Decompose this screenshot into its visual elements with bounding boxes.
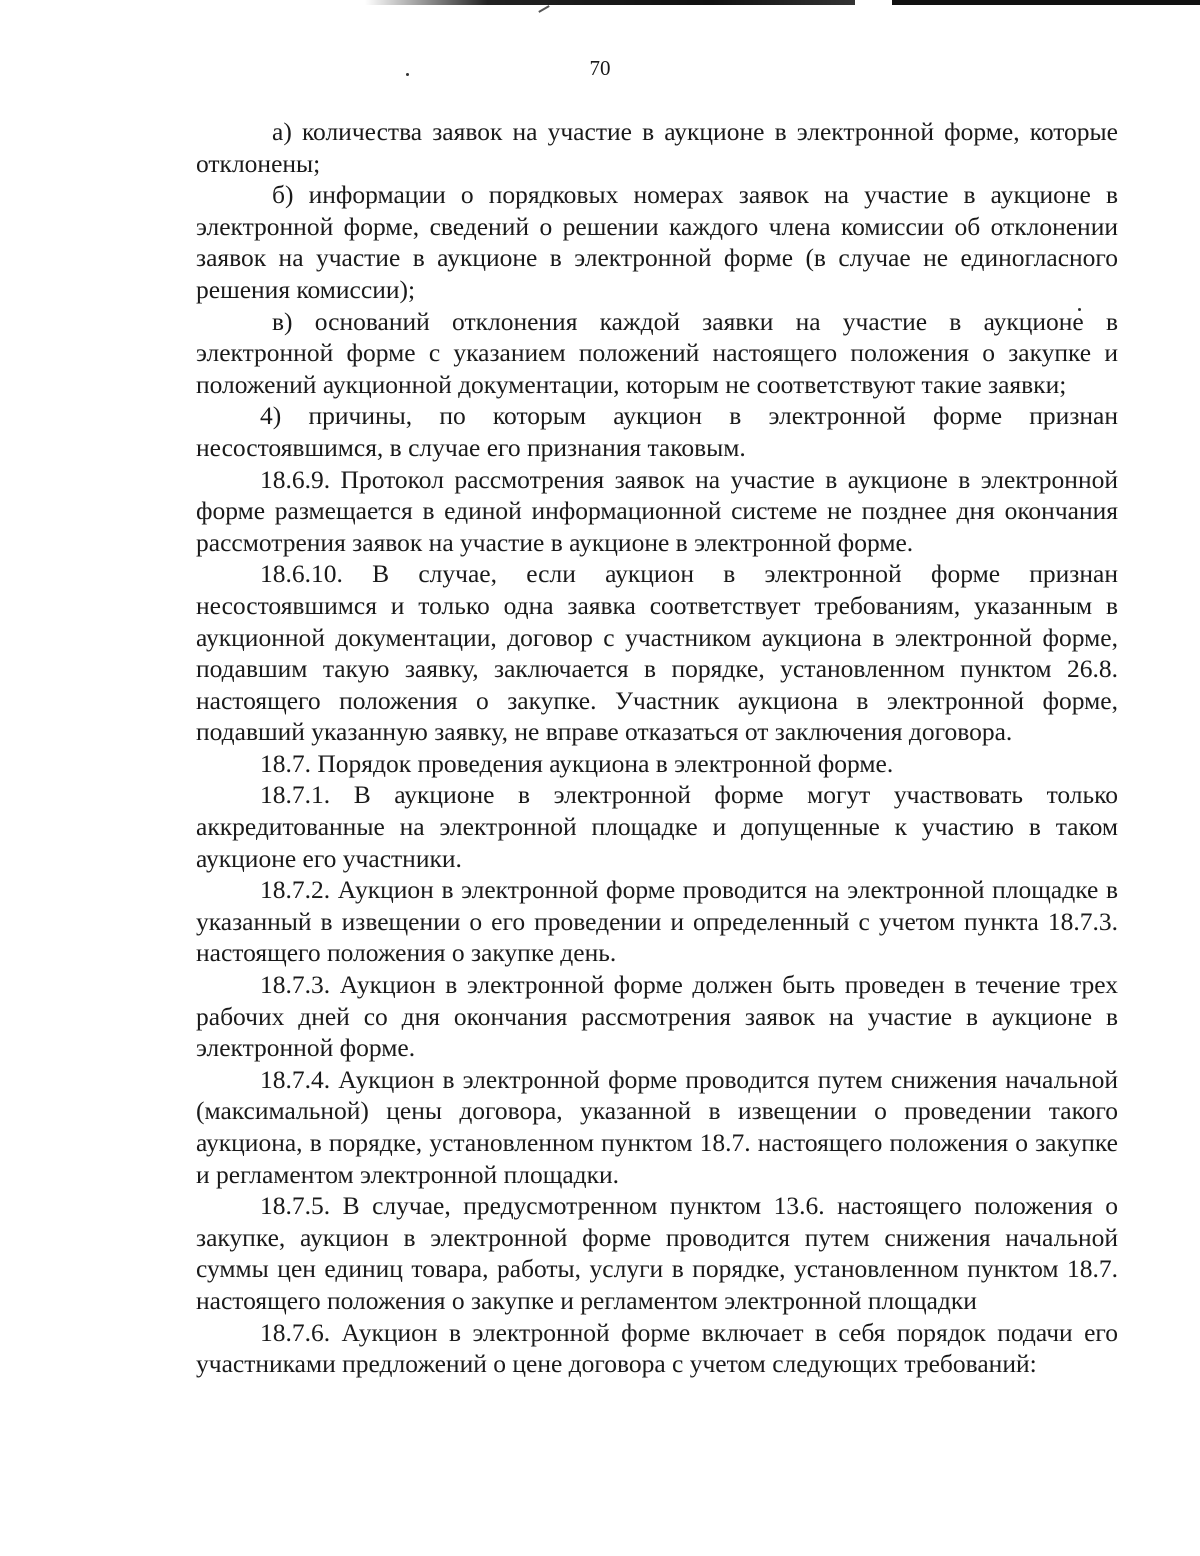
paragraph-18-7-5: 18.7.5. В случае, предусмотренном пунктом 13.6. настоящего положения о закупке, аукцион в электронной форме проводится путем снижения начальной суммы цен единиц товара, работы, услуги в порядке, установленном пунктом 18.7. настоящего положения о закупке и регламентом электронной площадки: [196, 1191, 1118, 1315]
scan-artifact-top: [365, 0, 855, 5]
paragraph-item-4: 4) причины, по которым аукцион в электронной форме признан несостоявшимся, в случае его признания таковым.: [196, 401, 1118, 462]
scan-artifact-top-right: [892, 0, 1200, 5]
paragraph-18-7-2: 18.7.2. Аукцион в электронной форме проводится на электронной площадке в указанный в извещении о его проведении и определенный с учетом пункта 18.7.3. настоящего положения о закупке день.: [196, 875, 1118, 968]
scan-artifact-mark: [538, 5, 549, 13]
paragraph-18-6-9: 18.6.9. Протокол рассмотрения заявок на участие в аукционе в электронной форме размещается в единой информационной системе не позднее дня окончания рассмотрения заявок на участие в аукционе в электронной форме.: [196, 464, 1118, 557]
paragraph-18-7-3: 18.7.3. Аукцион в электронной форме должен быть проведен в течение трех рабочих дней со дня окончания рассмотрения заявок на участие в аукционе в электронной форме.: [196, 970, 1118, 1063]
paragraph-item-b: б) информации о порядковых номерах заявок на участие в аукционе в электронной форме, сведений о решении каждого члена комиссии об отклонении заявок на участие в аукционе в электронной форме (в случае не единогласного решения комиссии);: [196, 180, 1118, 304]
paragraph-18-7-4: 18.7.4. Аукцион в электронной форме проводится путем снижения начальной (максимальной) цены договора, указанной в извещении о проведении такого аукциона, в порядке, установленном пунктом 18.7. настоящего положения о закупке и регламентом электронной площадки.: [196, 1064, 1118, 1189]
paragraph-18-7-1: 18.7.1. В аукционе в электронной форме могут участвовать только аккредитованные на электронной площадке и допущенные к участию в таком аукционе его участники.: [196, 780, 1118, 873]
paragraph-item-v: в) оснований отклонения каждой заявки на участие в аукционе в электронной форме с указанием положений настоящего положения о закупке и положений аукционной документации, которым не соответствуют такие заявки;: [196, 306, 1118, 399]
paragraph-18-7-6: 18.7.6. Аукцион в электронной форме включает в себя порядок подачи его участниками предложений о цене договора с учетом следующих требований:: [196, 1317, 1118, 1379]
section-heading-18-7: 18.7. Порядок проведения аукциона в электронной форме.: [260, 748, 894, 778]
page-number: 70: [589, 56, 611, 80]
paragraph-18-6-10: 18.6.10. В случае, если аукцион в электронной форме признан несостоявшимся и только одна заявка соответствует требованиям, указанным в аукционной документации, договор с участником аукциона в электронной форме, подавшим такую заявку, заключается в порядке, установленном пунктом 26.8. настоящего положения о закупке. Участник аукциона в электронной форме, подавший указанную заявку, не вправе отказаться от заключения договора.: [196, 559, 1118, 747]
paragraph-item-a: а) количества заявок на участие в аукционе в электронной форме, которые отклонены;: [196, 117, 1118, 178]
document-body: [196, 116, 1118, 1380]
